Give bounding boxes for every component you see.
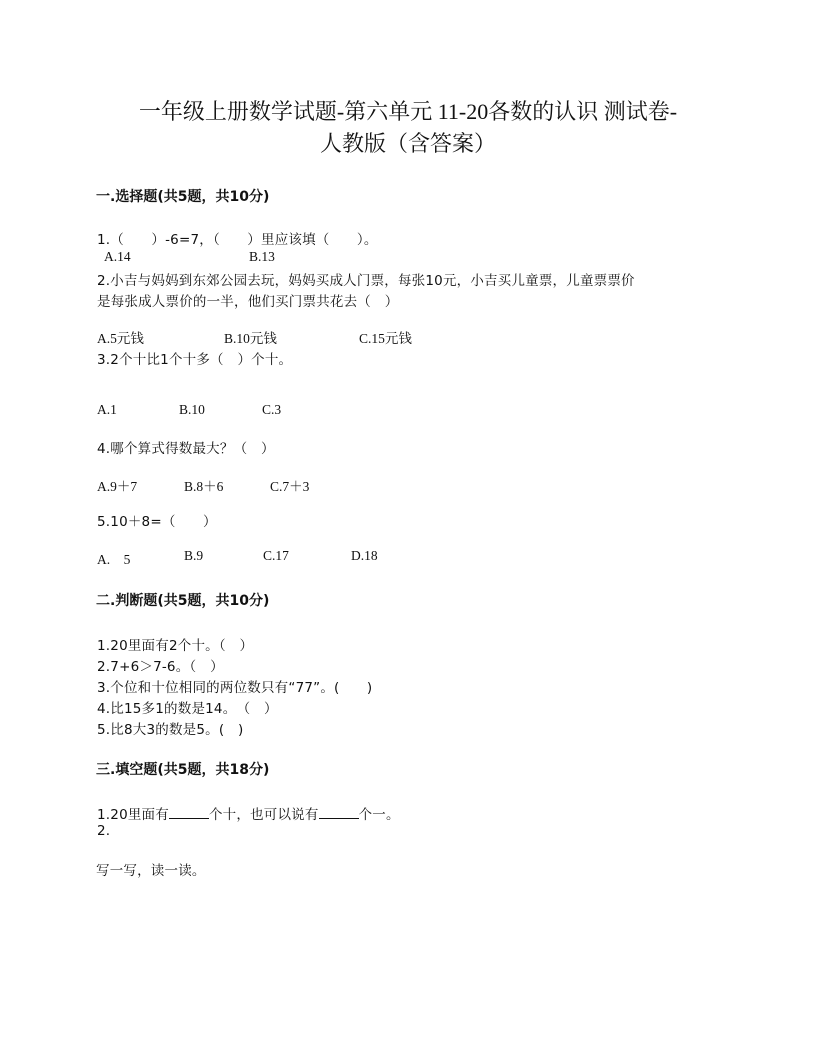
question-2-stem: 2.小吉与妈妈到东郊公园去玩，妈妈买成人门票，每张10元，小吉买儿童票，儿童票票价 — [97, 273, 635, 289]
option-c: C.7＋3 — [270, 479, 310, 494]
fill-question-2-text: 写一写，读一读。 — [96, 863, 206, 879]
option-c: C.3 — [262, 402, 282, 417]
judgement-item-3: 3.个位和十位相同的两位数只有“77”。( ) — [97, 680, 373, 696]
judgement-item-5: 5.比8大3的数是5。( ) — [97, 722, 244, 738]
title-line-2: 人教版（含答案） — [319, 131, 496, 156]
option-b: B.10 — [179, 402, 205, 417]
option-b: B.9 — [184, 548, 204, 563]
fill-question-1 — [97, 803, 400, 823]
section-heading-fill-in: 三.填空题(共5题，共18分) — [96, 762, 270, 778]
section-heading-choice: 一.选择题(共5题，共10分) — [96, 189, 270, 205]
option-d: D.18 — [351, 548, 378, 563]
section-heading-judgement: 二.判断题(共5题，共10分) — [96, 593, 270, 609]
judgement-item-2: 2.7+6＞7-6。（ ） — [97, 659, 224, 675]
option-a: A.1 — [97, 402, 117, 417]
question-5-stem: 5.10＋8=（ ） — [97, 514, 217, 530]
fill-question-1-part-2: 个十，也可以说有 — [208, 807, 319, 823]
option-b: B.8＋6 — [184, 479, 224, 494]
judgement-item-4: 4.比15多1的数是14。 （ ） — [97, 701, 278, 717]
fill-question-1-part-3: 个一。 — [358, 807, 400, 823]
title-line-1: 一年级上册数学试题-第六单元 11-20各数的认识 测试卷- — [138, 99, 678, 124]
question-4-stem: 4.哪个算式得数最大？（ ） — [97, 441, 275, 457]
option-b: B.10元钱 — [224, 331, 277, 346]
answer-blank[interactable] — [169, 817, 209, 819]
question-3-stem: 3.2个十比1个十多（ ）个十。 — [97, 352, 293, 368]
question-2-stem-continued: 是每张成人票价的一半，他们买门票共花去（ ） — [97, 294, 399, 310]
option-c: C.17 — [263, 548, 289, 563]
question-1-stem: 1.（ ）-6=7，（ ）里应该填（ ）。 — [97, 232, 378, 248]
document-title — [60, 96, 756, 160]
option-a: A.14 — [104, 249, 131, 264]
option-a: A.9＋7 — [97, 479, 138, 494]
option-c: C.15元钱 — [359, 331, 412, 346]
judgement-item-1: 1.20里面有2个十。（ ） — [97, 638, 254, 654]
option-a: A. 5 — [97, 552, 131, 567]
option-b: B.13 — [249, 249, 275, 264]
fill-question-2-number: 2. — [97, 823, 111, 839]
answer-blank[interactable] — [319, 817, 359, 819]
fill-question-1-part-1: 1.20里面有 — [97, 807, 169, 823]
option-a: A.5元钱 — [97, 331, 144, 346]
